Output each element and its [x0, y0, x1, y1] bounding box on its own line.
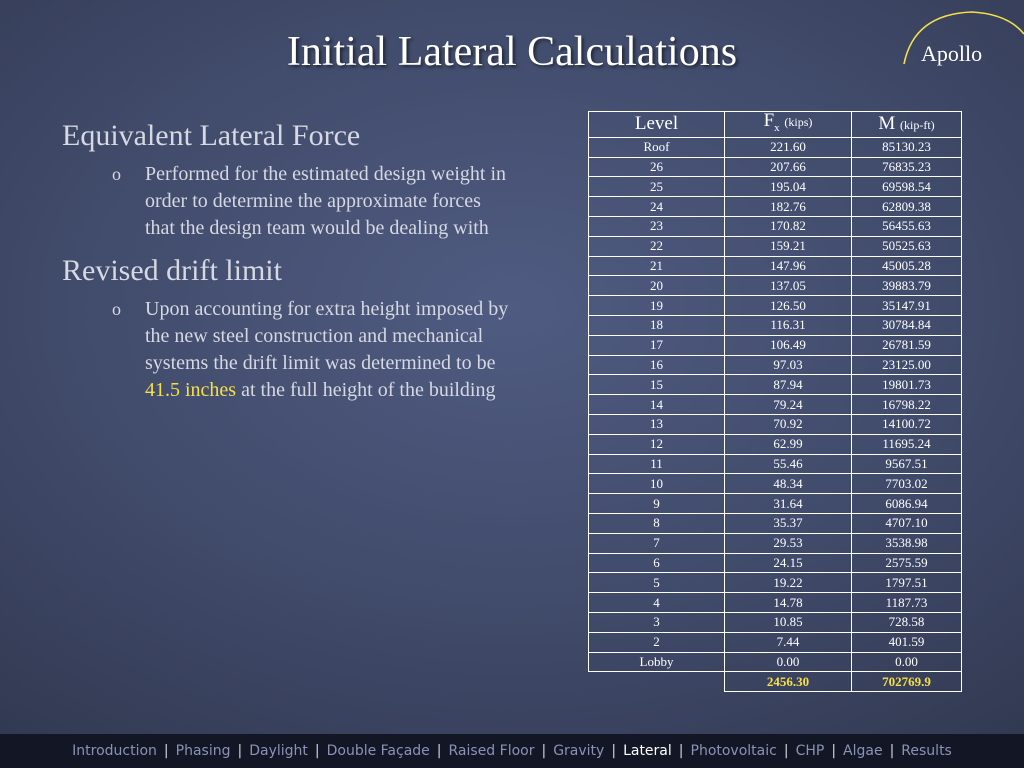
header-m-main: M — [878, 112, 896, 134]
nav-link-lateral[interactable]: Lateral — [623, 743, 672, 759]
bullet-marker: o — [112, 164, 121, 184]
table-header-row — [589, 112, 962, 138]
fx-cell: 55.46 — [725, 454, 852, 474]
moment-cell: 69598.54 — [852, 177, 962, 197]
table-row — [589, 652, 962, 672]
fx-cell: 182.76 — [725, 197, 852, 217]
heading-equivalent-lateral-force: Equivalent Lateral Force — [62, 119, 361, 152]
table-row — [589, 593, 962, 613]
table-row — [589, 355, 962, 375]
moment-cell: 62809.38 — [852, 197, 962, 217]
moment-cell: 4707.10 — [852, 513, 962, 533]
table-body — [589, 137, 962, 672]
bullet-drift — [112, 296, 515, 404]
fx-cell: 97.03 — [725, 355, 852, 375]
moment-cell: 1797.51 — [852, 573, 962, 593]
fx-cell: 221.60 — [725, 137, 852, 157]
fx-cell: 106.49 — [725, 335, 852, 355]
lateral-force-table — [588, 111, 962, 692]
fx-cell: 0.00 — [725, 652, 852, 672]
table-row — [589, 454, 962, 474]
fx-cell: 24.15 — [725, 553, 852, 573]
moment-cell: 7703.02 — [852, 474, 962, 494]
level-cell: 17 — [589, 335, 725, 355]
moment-cell: 39883.79 — [852, 276, 962, 296]
bullet-marker: o — [112, 299, 121, 319]
moment-cell: 11695.24 — [852, 434, 962, 454]
header-level: Level — [589, 112, 725, 138]
moment-cell: 50525.63 — [852, 236, 962, 256]
header-m-unit: (kip-ft) — [900, 117, 935, 132]
nav-separator: | — [163, 743, 169, 759]
nav-separator: | — [678, 743, 684, 759]
fx-cell: 126.50 — [725, 296, 852, 316]
level-cell: Lobby — [589, 652, 725, 672]
level-cell: Roof — [589, 137, 725, 157]
moment-cell: 23125.00 — [852, 355, 962, 375]
table-row — [589, 494, 962, 514]
fx-cell: 116.31 — [725, 315, 852, 335]
table-row — [589, 533, 962, 553]
nav-link-double-fa-ade[interactable]: Double Façade — [326, 743, 430, 759]
moment-cell: 26781.59 — [852, 335, 962, 355]
table-row — [589, 197, 962, 217]
moment-cell: 728.58 — [852, 612, 962, 632]
header-fx-unit: (kips) — [784, 115, 813, 129]
nav-link-introduction[interactable]: Introduction — [72, 743, 157, 759]
total-fx: 2456.30 — [725, 672, 852, 692]
level-cell: 21 — [589, 256, 725, 276]
nav-separator: | — [783, 743, 789, 759]
bullet-elf — [112, 161, 515, 242]
table-row — [589, 513, 962, 533]
table-row — [589, 256, 962, 276]
nav-separator: | — [889, 743, 895, 759]
moment-cell: 85130.23 — [852, 137, 962, 157]
header-fx-sub: x — [774, 121, 780, 134]
table-total-row — [589, 672, 962, 692]
heading-revised-drift-limit: Revised drift limit — [62, 254, 282, 287]
nav-link-raised-floor[interactable]: Raised Floor — [448, 743, 535, 759]
fx-cell: 137.05 — [725, 276, 852, 296]
moment-cell: 35147.91 — [852, 296, 962, 316]
nav-link-results[interactable]: Results — [901, 743, 952, 759]
level-cell: 19 — [589, 296, 725, 316]
moment-cell: 16798.22 — [852, 395, 962, 415]
moment-cell: 56455.63 — [852, 216, 962, 236]
fx-cell: 14.78 — [725, 593, 852, 613]
fx-cell: 19.22 — [725, 573, 852, 593]
moment-cell: 14100.72 — [852, 414, 962, 434]
table-row — [589, 335, 962, 355]
level-cell: 10 — [589, 474, 725, 494]
nav-link-photovoltaic[interactable]: Photovoltaic — [690, 743, 777, 759]
fx-cell: 70.92 — [725, 414, 852, 434]
slide-title: Initial Lateral Calculations — [286, 29, 738, 75]
level-cell: 7 — [589, 533, 725, 553]
table-row — [589, 137, 962, 157]
bullet-elf-text: Performed for the estimated design weight in order to determine the approximate forces that the design team would be dealing with — [145, 163, 507, 239]
total-moment: 702769.9 — [852, 672, 962, 692]
fx-cell: 159.21 — [725, 236, 852, 256]
table-row — [589, 315, 962, 335]
fx-cell: 31.64 — [725, 494, 852, 514]
nav-link-gravity[interactable]: Gravity — [553, 743, 605, 759]
table-row — [589, 474, 962, 494]
level-cell: 3 — [589, 612, 725, 632]
level-cell: 16 — [589, 355, 725, 375]
level-cell: 13 — [589, 414, 725, 434]
nav-separator: | — [611, 743, 617, 759]
nav-separator: | — [237, 743, 243, 759]
nav-link-algae[interactable]: Algae — [843, 743, 883, 759]
fx-cell: 62.99 — [725, 434, 852, 454]
nav-link-chp[interactable]: CHP — [795, 743, 825, 759]
level-cell: 8 — [589, 513, 725, 533]
table-row — [589, 395, 962, 415]
moment-cell: 19801.73 — [852, 375, 962, 395]
level-cell: 20 — [589, 276, 725, 296]
fx-cell: 170.82 — [725, 216, 852, 236]
fx-cell: 207.66 — [725, 157, 852, 177]
total-blank-cell — [589, 672, 725, 692]
table-row — [589, 414, 962, 434]
level-cell: 14 — [589, 395, 725, 415]
nav-separator: | — [436, 743, 442, 759]
level-cell: 22 — [589, 236, 725, 256]
table-row — [589, 216, 962, 236]
table-row — [589, 296, 962, 316]
level-cell: 12 — [589, 434, 725, 454]
table-row — [589, 177, 962, 197]
moment-cell: 0.00 — [852, 652, 962, 672]
table-row — [589, 157, 962, 177]
moment-cell: 401.59 — [852, 632, 962, 652]
lateral-force-table-container — [588, 111, 962, 692]
fx-cell: 35.37 — [725, 513, 852, 533]
level-cell: 5 — [589, 573, 725, 593]
bullet-drift-text-pre: Upon accounting for extra height imposed by the new steel construction and mechanical systems the drift limit was determined to be — [145, 298, 509, 374]
level-cell: 11 — [589, 454, 725, 474]
nav-separator: | — [541, 743, 547, 759]
nav-link-phasing[interactable]: Phasing — [175, 743, 231, 759]
fx-cell: 195.04 — [725, 177, 852, 197]
moment-cell: 2575.59 — [852, 553, 962, 573]
moment-cell: 76835.23 — [852, 157, 962, 177]
drift-limit-value: 41.5 inches — [145, 379, 237, 401]
level-cell: 24 — [589, 197, 725, 217]
table-row — [589, 375, 962, 395]
level-cell: 18 — [589, 315, 725, 335]
fx-cell: 79.24 — [725, 395, 852, 415]
moment-cell: 45005.28 — [852, 256, 962, 276]
header-fx-main: F — [763, 110, 775, 131]
level-cell: 2 — [589, 632, 725, 652]
apollo-logo — [900, 8, 1024, 66]
fx-cell: 29.53 — [725, 533, 852, 553]
moment-cell: 1187.73 — [852, 593, 962, 613]
fx-cell: 48.34 — [725, 474, 852, 494]
header-moment — [852, 112, 962, 138]
fx-cell: 7.44 — [725, 632, 852, 652]
table-row — [589, 553, 962, 573]
level-cell: 9 — [589, 494, 725, 514]
content-area — [62, 115, 522, 410]
header-fx — [725, 112, 852, 138]
moment-cell: 9567.51 — [852, 454, 962, 474]
fx-cell: 10.85 — [725, 612, 852, 632]
nav-link-daylight[interactable]: Daylight — [249, 743, 308, 759]
moment-cell: 6086.94 — [852, 494, 962, 514]
moment-cell: 3538.98 — [852, 533, 962, 553]
table-row — [589, 236, 962, 256]
level-cell: 26 — [589, 157, 725, 177]
table-row — [589, 612, 962, 632]
table-row — [589, 632, 962, 652]
moment-cell: 30784.84 — [852, 315, 962, 335]
level-cell: 25 — [589, 177, 725, 197]
footer-nav-bar — [0, 734, 1024, 768]
fx-cell: 147.96 — [725, 256, 852, 276]
nav-separator: | — [314, 743, 320, 759]
fx-cell: 87.94 — [725, 375, 852, 395]
table-row — [589, 276, 962, 296]
bullet-drift-text-post: at the full height of the building — [236, 379, 496, 401]
level-cell: 6 — [589, 553, 725, 573]
level-cell: 15 — [589, 375, 725, 395]
level-cell: 23 — [589, 216, 725, 236]
nav-separator: | — [831, 743, 837, 759]
logo-text: Apollo — [921, 41, 983, 66]
level-cell: 4 — [589, 593, 725, 613]
table-row — [589, 434, 962, 454]
table-row — [589, 573, 962, 593]
